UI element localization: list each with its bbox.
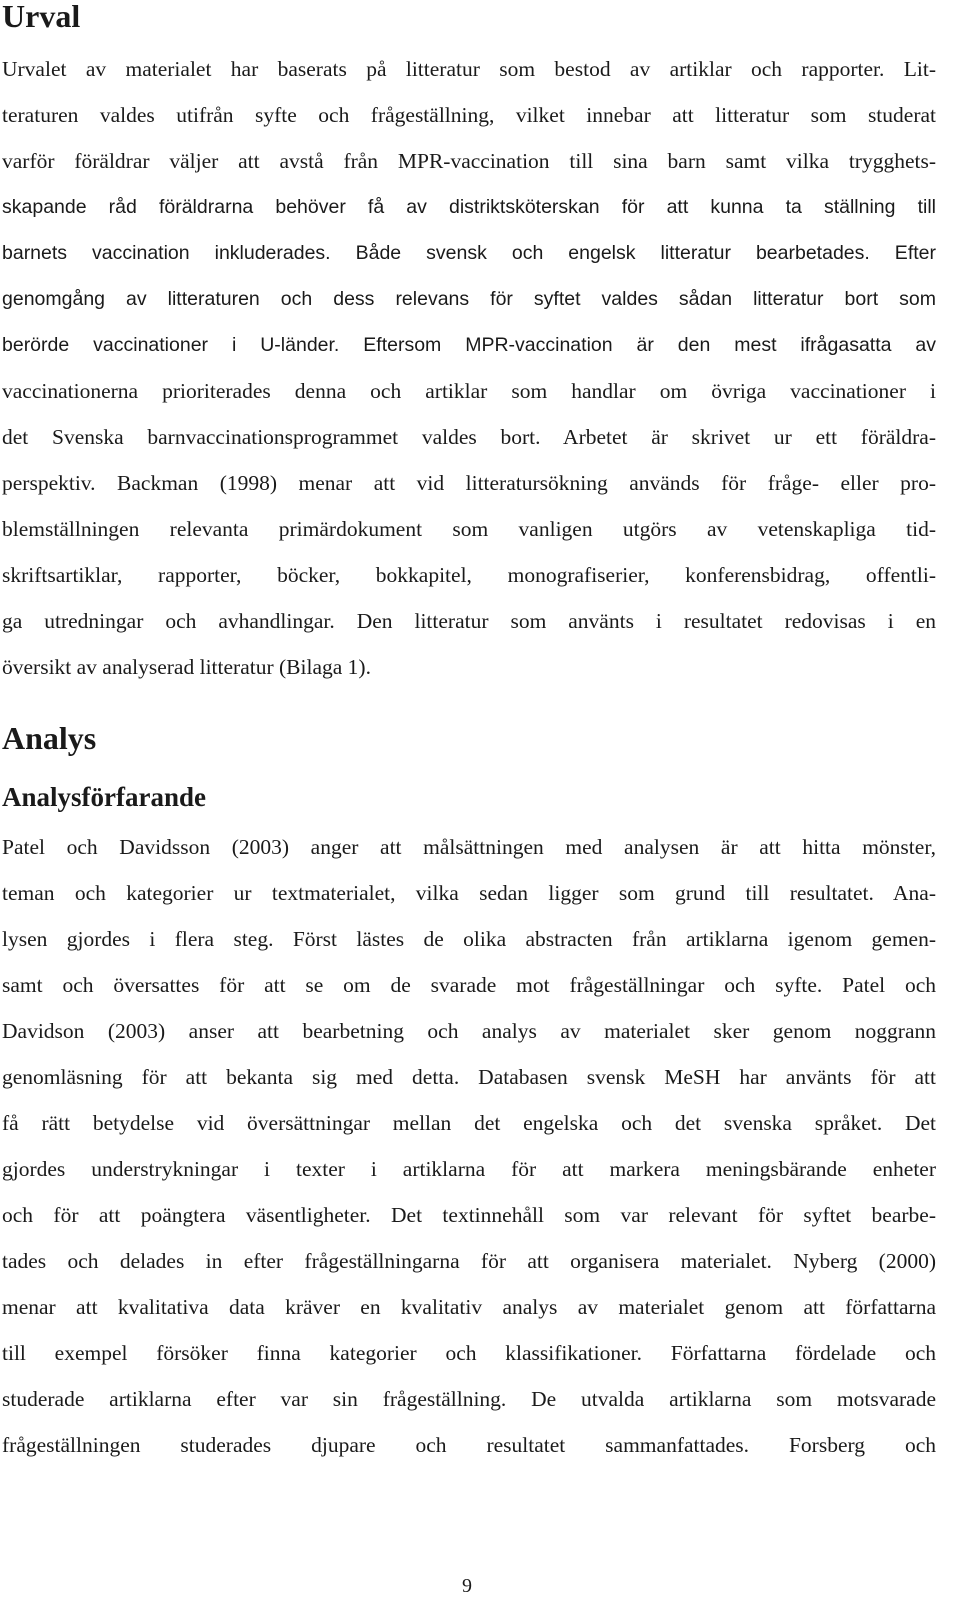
text-line: teraturen valdes utifrån syfte och frågeställning, vilket innebar att litteratur som studerat <box>2 103 936 127</box>
text-line: Urvalet av materialet har baserats på litteratur som bestod av artiklar och rapporter. Lit- <box>2 57 936 81</box>
text-line: studerade artiklarna efter var sin frågeställning. De utvalda artiklarna som motsvarade <box>2 1387 936 1411</box>
text-line: menar att kvalitativa data kräver en kvalitativ analys av materialet genom att författarna <box>2 1295 936 1319</box>
text-line: Patel och Davidsson (2003) anger att målsättningen med analysen är att hitta mönster, <box>2 835 936 859</box>
text-line: ga utredningar och avhandlingar. Den litteratur som använts i resultatet redovisas i en <box>2 609 936 633</box>
text-line: genomläsning för att bekanta sig med detta. Databasen svensk MeSH har använts för att <box>2 1065 936 1089</box>
text-line: tades och delades in efter frågeställningarna för att organisera materialet. Nyberg (2000) <box>2 1249 936 1273</box>
text-line: lysen gjordes i flera steg. Först lästes de olika abstracten från artiklarna igenom gemen- <box>2 927 936 951</box>
text-line: barnets vaccination inkluderades. Både svensk och engelsk litteratur bearbetades. Efter <box>2 242 936 264</box>
text-line: samt och översattes för att se om de svarade mot frågeställningar och syfte. Patel och <box>2 973 936 997</box>
text-line: varför föräldrar väljer att avstå från MPR-vaccination till sina barn samt vilka trygghets- <box>2 149 936 173</box>
text-line: till exempel försöker finna kategorier och klassifikationer. Författarna fördelade och <box>2 1341 936 1365</box>
text-line: Davidson (2003) anser att bearbetning och analys av materialet sker genom noggrann <box>2 1019 936 1043</box>
heading-urval: Urval <box>2 0 81 34</box>
paragraph-urval <box>2 46 936 690</box>
heading-analys: Analys <box>2 720 97 756</box>
paragraph-analysforfarande <box>2 824 936 1468</box>
text-line: det Svenska barnvaccinationsprogrammet valdes bort. Arbetet är skrivet ur ett föräldra- <box>2 425 936 449</box>
text-line: få rätt betydelse vid översättningar mellan det engelska och det svenska språket. Det <box>2 1111 936 1135</box>
text-line: och för att poängtera väsentligheter. Det textinnehåll som var relevant för syftet bearbe- <box>2 1203 936 1227</box>
text-line: blemställningen relevanta primärdokument som vanligen utgörs av vetenskapliga tid- <box>2 517 936 541</box>
text-line: skapande råd föräldrarna behöver få av distriktsköterskan för att kunna ta ställning till <box>2 196 936 218</box>
text-line: berörde vaccinationer i U-länder. Eftersom MPR-vaccination är den mest ifrågasatta av <box>2 334 936 356</box>
text-line: perspektiv. Backman (1998) menar att vid litteratursökning används för fråge- eller pro- <box>2 471 936 495</box>
text-line: gjordes understrykningar i texter i artiklarna för att markera meningsbärande enheter <box>2 1157 936 1181</box>
text-line: teman och kategorier ur textmaterialet, vilka sedan ligger som grund till resultatet. Ana- <box>2 881 936 905</box>
text-line: översikt av analyserad litteratur (Bilaga 1). <box>2 655 371 679</box>
heading-analysforfarande: Analysförfarande <box>2 782 206 812</box>
text-line: frågeställningen studerades djupare och resultatet sammanfattades. Forsberg och <box>2 1433 936 1457</box>
text-line: skriftsartiklar, rapporter, böcker, bokkapitel, monografiserier, konferensbidrag, offentli- <box>2 563 936 587</box>
page-number: 9 <box>462 1575 472 1597</box>
text-line: genomgång av litteraturen och dess relevans för syftet valdes sådan litteratur bort som <box>2 288 936 310</box>
text-line: vaccinationerna prioriterades denna och artiklar som handlar om övriga vaccinationer i <box>2 379 936 403</box>
